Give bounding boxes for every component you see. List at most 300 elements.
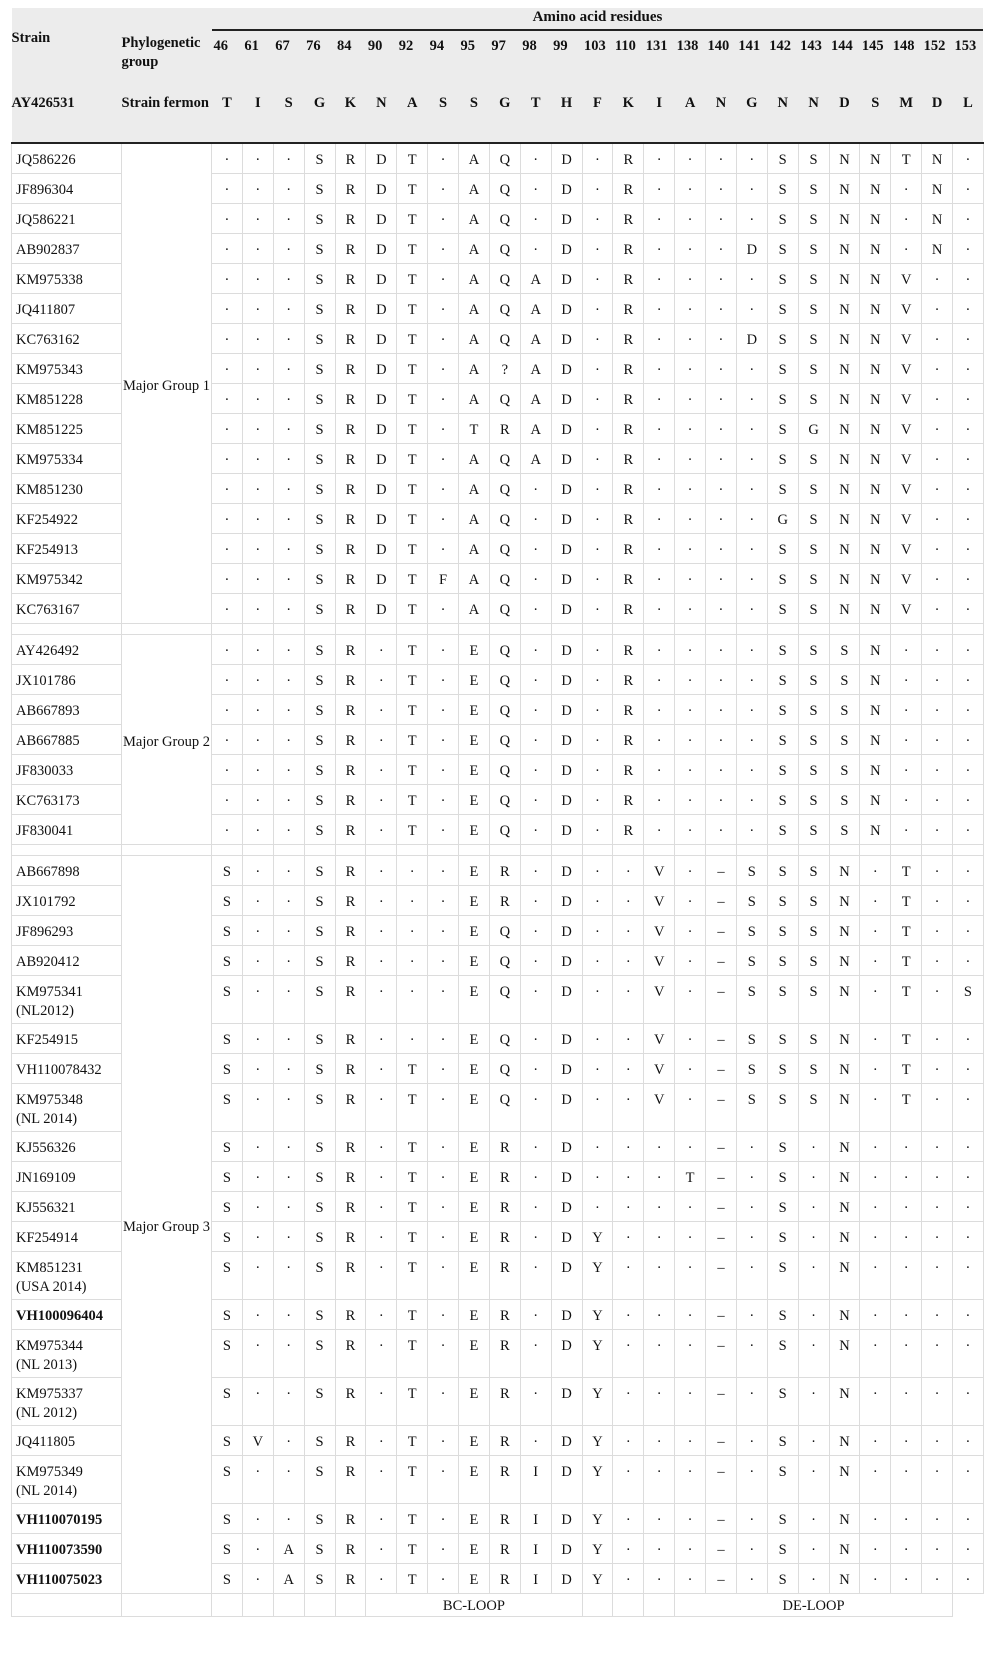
strain-cell <box>12 975 122 1023</box>
residue-cell: · <box>736 1329 767 1377</box>
reference-residue: F <box>582 84 613 143</box>
residue-cell: S <box>736 975 767 1023</box>
residue-cell: E <box>459 855 490 885</box>
strain-id: KM975337 <box>16 1385 83 1402</box>
residue-cell: · <box>736 1221 767 1251</box>
residue-cell: T <box>891 915 922 945</box>
residue-cell: · <box>428 383 459 413</box>
residue-cell: N <box>860 503 891 533</box>
residue-cell: · <box>675 1251 706 1299</box>
residue-cell: S <box>212 1563 243 1593</box>
residue-cell: · <box>736 1161 767 1191</box>
residue-cell: Q <box>489 263 520 293</box>
residue-cell: Q <box>489 915 520 945</box>
reference-residue: T <box>212 84 243 143</box>
residue-cell: · <box>582 473 613 503</box>
strain-id: KM975342 <box>16 571 83 588</box>
residue-cell: · <box>366 1425 397 1455</box>
residue-cell: S <box>829 754 860 784</box>
residue-cell: · <box>613 945 644 975</box>
strain-cell <box>12 473 122 503</box>
residue-cell: · <box>520 855 551 885</box>
residue-cell: S <box>767 1053 798 1083</box>
residue-cell: · <box>922 323 953 353</box>
residue-cell: · <box>212 143 243 173</box>
residue-cell: S <box>767 1299 798 1329</box>
residue-cell: R <box>613 413 644 443</box>
residue-cell: · <box>273 885 304 915</box>
strain-id: KM851230 <box>16 481 83 498</box>
residue-cell: N <box>860 473 891 503</box>
residue-cell: · <box>366 885 397 915</box>
residue-cell: · <box>736 634 767 664</box>
residue-cell: · <box>706 593 737 623</box>
residue-cell: R <box>613 443 644 473</box>
residue-cell: · <box>891 1455 922 1503</box>
residue-cell: S <box>736 1083 767 1131</box>
residue-cell: – <box>706 1329 737 1377</box>
residue-cell: T <box>397 503 428 533</box>
residue-cell: · <box>891 1425 922 1455</box>
residue-cell: · <box>428 263 459 293</box>
residue-cell: R <box>335 1023 366 1053</box>
residue-cell: · <box>242 1299 273 1329</box>
residue-cell: · <box>644 1131 675 1161</box>
residue-cell: – <box>706 945 737 975</box>
residue-cell: · <box>613 1023 644 1053</box>
residue-cell: Q <box>489 1083 520 1131</box>
separator-cell <box>273 623 304 634</box>
residue-cell: – <box>706 1251 737 1299</box>
residue-cell: D <box>551 383 582 413</box>
residue-cell: – <box>706 1455 737 1503</box>
residue-cell: R <box>613 173 644 203</box>
separator-cell <box>335 844 366 855</box>
residue-cell: · <box>675 1329 706 1377</box>
position-header: 84 <box>335 30 366 84</box>
residue-cell: E <box>459 814 490 844</box>
residue-cell: · <box>891 814 922 844</box>
strain-origin: (NL 2014) <box>16 1110 78 1127</box>
residue-cell: · <box>736 724 767 754</box>
residue-cell: · <box>366 1131 397 1161</box>
residue-cell: D <box>551 885 582 915</box>
residue-cell: T <box>891 1083 922 1131</box>
residue-cell: S <box>798 915 829 945</box>
strain-id: JQ411807 <box>16 301 76 318</box>
group-separator <box>12 623 984 634</box>
residue-cell: · <box>242 694 273 724</box>
separator-cell <box>891 623 922 634</box>
residue-cell: T <box>397 634 428 664</box>
residue-cell: R <box>335 593 366 623</box>
residue-cell: · <box>520 784 551 814</box>
residue-cell: · <box>428 664 459 694</box>
strain-cell <box>12 1191 122 1221</box>
residue-cell: N <box>860 593 891 623</box>
residue-cell: · <box>922 443 953 473</box>
residue-cell: · <box>242 1191 273 1221</box>
residue-cell: R <box>489 1563 520 1593</box>
reference-strain-group: Strain fermon <box>122 84 212 143</box>
residue-cell: · <box>366 634 397 664</box>
residue-cell: S <box>798 383 829 413</box>
residue-cell: · <box>428 323 459 353</box>
residue-cell: S <box>767 915 798 945</box>
residue-cell: N <box>829 383 860 413</box>
residue-cell: S <box>798 855 829 885</box>
strain-cell <box>12 323 122 353</box>
residue-cell: · <box>736 293 767 323</box>
residue-cell: · <box>922 1377 953 1425</box>
residue-cell: · <box>613 1503 644 1533</box>
residue-cell: · <box>644 1191 675 1221</box>
residue-cell: · <box>736 784 767 814</box>
residue-cell: V <box>891 503 922 533</box>
residue-cell: · <box>242 293 273 323</box>
residue-cell: E <box>459 1083 490 1131</box>
residue-cell: R <box>335 323 366 353</box>
residue-cell: Q <box>489 975 520 1023</box>
residue-cell: N <box>829 293 860 323</box>
residue-cell: S <box>798 563 829 593</box>
residue-cell: · <box>953 1425 984 1455</box>
residue-cell: · <box>242 533 273 563</box>
residue-cell: S <box>304 1053 335 1083</box>
residue-cell: · <box>582 593 613 623</box>
residue-cell: S <box>767 754 798 784</box>
residue-cell: · <box>644 634 675 664</box>
residue-cell: T <box>397 173 428 203</box>
residue-cell: A <box>459 593 490 623</box>
residue-cell: A <box>459 443 490 473</box>
residue-cell: · <box>675 784 706 814</box>
residue-cell: D <box>551 1377 582 1425</box>
residue-cell: N <box>860 263 891 293</box>
residue-cell: · <box>675 1533 706 1563</box>
residue-cell: S <box>798 143 829 173</box>
residue-cell: · <box>922 503 953 533</box>
residue-cell: S <box>304 724 335 754</box>
residue-cell: N <box>922 233 953 263</box>
residue-cell: · <box>613 1563 644 1593</box>
residue-cell: · <box>736 754 767 784</box>
residue-cell: R <box>335 1563 366 1593</box>
residue-cell: Q <box>489 724 520 754</box>
residue-cell: R <box>489 1425 520 1455</box>
residue-cell: · <box>212 383 243 413</box>
residue-cell: · <box>644 1425 675 1455</box>
residue-cell: R <box>335 1377 366 1425</box>
residue-cell: R <box>489 1161 520 1191</box>
residue-cell: R <box>489 1299 520 1329</box>
separator-cell <box>212 623 243 634</box>
residue-cell: · <box>922 694 953 724</box>
strain-id: KM975344 <box>16 1337 83 1354</box>
residue-cell: · <box>520 1221 551 1251</box>
residue-cell: · <box>582 353 613 383</box>
residue-cell: · <box>366 975 397 1023</box>
residue-cell: · <box>520 694 551 724</box>
residue-cell: · <box>953 1377 984 1425</box>
residue-cell: – <box>706 1023 737 1053</box>
residue-cell: · <box>891 1503 922 1533</box>
strain-id: JQ586226 <box>16 152 76 168</box>
residue-cell: D <box>366 443 397 473</box>
residue-cell: D <box>551 1503 582 1533</box>
residue-cell: N <box>860 443 891 473</box>
separator-cell <box>489 844 520 855</box>
residue-cell: D <box>551 503 582 533</box>
residue-cell: – <box>706 1191 737 1221</box>
residue-cell: S <box>798 664 829 694</box>
residue-cell: D <box>551 1533 582 1563</box>
residue-cell: · <box>736 143 767 173</box>
residue-cell: · <box>273 473 304 503</box>
residue-cell: A <box>520 443 551 473</box>
residue-cell: D <box>551 724 582 754</box>
residue-cell: A <box>459 143 490 173</box>
residue-cell: · <box>736 1563 767 1593</box>
strain-id: VH110075023 <box>16 1571 103 1588</box>
strain-cell <box>12 754 122 784</box>
residue-cell: · <box>953 1191 984 1221</box>
residue-cell: R <box>613 814 644 844</box>
residue-cell: · <box>922 1083 953 1131</box>
residue-cell: · <box>242 593 273 623</box>
residue-cell: S <box>767 383 798 413</box>
residue-cell: · <box>736 563 767 593</box>
residue-cell: D <box>551 293 582 323</box>
residue-cell: · <box>922 353 953 383</box>
residue-cell: T <box>459 413 490 443</box>
separator-cell <box>891 844 922 855</box>
residue-cell: N <box>829 1455 860 1503</box>
residue-cell: · <box>675 443 706 473</box>
residue-cell: R <box>613 724 644 754</box>
residue-cell: S <box>304 383 335 413</box>
residue-cell: Q <box>489 233 520 263</box>
residue-cell: S <box>304 353 335 383</box>
residue-cell: · <box>242 784 273 814</box>
residue-cell: R <box>489 1251 520 1299</box>
residue-cell: · <box>366 1377 397 1425</box>
residue-cell: · <box>273 855 304 885</box>
residue-cell: · <box>273 1251 304 1299</box>
header-phylogenetic-group-label: Phylogenetic group <box>122 30 212 84</box>
strain-cell <box>12 143 122 173</box>
residue-cell: · <box>922 1053 953 1083</box>
residue-cell: · <box>613 1161 644 1191</box>
residue-cell: · <box>736 1191 767 1221</box>
residue-cell: · <box>613 1083 644 1131</box>
residue-cell: · <box>860 1377 891 1425</box>
residue-cell: T <box>397 203 428 233</box>
residue-cell: · <box>520 915 551 945</box>
residue-cell: T <box>397 233 428 263</box>
residue-cell: R <box>335 694 366 724</box>
strain-cell <box>12 634 122 664</box>
residue-cell: · <box>582 1191 613 1221</box>
residue-cell: S <box>304 533 335 563</box>
residue-cell: · <box>520 233 551 263</box>
residue-cell: · <box>953 915 984 945</box>
residue-cell: · <box>428 784 459 814</box>
residue-cell: N <box>829 1251 860 1299</box>
residue-cell: S <box>767 293 798 323</box>
residue-cell: N <box>829 413 860 443</box>
residue-cell: T <box>397 784 428 814</box>
residue-cell: · <box>891 1533 922 1563</box>
residue-cell: T <box>397 413 428 443</box>
separator-cell <box>428 844 459 855</box>
residue-cell: N <box>829 975 860 1023</box>
residue-cell: Q <box>489 293 520 323</box>
group-separator <box>12 844 984 855</box>
residue-cell: D <box>551 413 582 443</box>
residue-cell: N <box>829 203 860 233</box>
reference-residue: D <box>922 84 953 143</box>
residue-cell: · <box>675 173 706 203</box>
header-blank <box>122 8 212 30</box>
residue-cell: · <box>582 885 613 915</box>
residue-cell: R <box>335 293 366 323</box>
residue-cell: D <box>551 1083 582 1131</box>
residue-cell: · <box>953 473 984 503</box>
residue-cell: S <box>304 975 335 1023</box>
residue-cell: R <box>613 383 644 413</box>
residue-cell: · <box>675 293 706 323</box>
residue-cell: · <box>273 383 304 413</box>
residue-cell: · <box>242 885 273 915</box>
residue-cell: S <box>304 1023 335 1053</box>
residue-cell: · <box>582 563 613 593</box>
residue-cell: D <box>551 533 582 563</box>
residue-cell: · <box>644 1533 675 1563</box>
separator-cell <box>304 623 335 634</box>
residue-cell: · <box>212 634 243 664</box>
separator-cell <box>767 844 798 855</box>
residue-cell: A <box>520 263 551 293</box>
residue-cell: A <box>520 323 551 353</box>
residue-cell: · <box>675 634 706 664</box>
residue-cell: · <box>675 143 706 173</box>
residue-cell: · <box>273 593 304 623</box>
residue-cell: S <box>212 885 243 915</box>
residue-cell: · <box>922 1191 953 1221</box>
residue-cell: A <box>459 353 490 383</box>
residue-cell: E <box>459 1329 490 1377</box>
residue-cell: · <box>644 1455 675 1503</box>
residue-cell: · <box>428 1053 459 1083</box>
residue-cell: N <box>829 353 860 383</box>
residue-cell: S <box>798 694 829 724</box>
residue-cell: · <box>860 1131 891 1161</box>
residue-cell: · <box>242 1083 273 1131</box>
residue-cell: · <box>644 203 675 233</box>
residue-cell: S <box>304 143 335 173</box>
residue-cell: S <box>767 1251 798 1299</box>
residue-cell: · <box>922 1329 953 1377</box>
residue-cell: T <box>891 1023 922 1053</box>
residue-cell: · <box>706 694 737 724</box>
residue-cell: · <box>860 1503 891 1533</box>
residue-cell: · <box>242 263 273 293</box>
residue-cell: S <box>212 945 243 975</box>
residue-cell: · <box>520 1299 551 1329</box>
residue-cell: · <box>644 1329 675 1377</box>
residue-cell: R <box>489 1221 520 1251</box>
residue-cell: – <box>706 1503 737 1533</box>
residue-cell: · <box>212 443 243 473</box>
residue-cell: · <box>891 203 922 233</box>
residue-cell: · <box>953 533 984 563</box>
residue-cell: R <box>489 855 520 885</box>
strain-cell <box>12 353 122 383</box>
residue-cell: R <box>335 503 366 533</box>
residue-cell: · <box>644 1563 675 1593</box>
residue-cell: · <box>582 975 613 1023</box>
residue-cell: R <box>335 1251 366 1299</box>
residue-cell: D <box>551 1425 582 1455</box>
bc-loop-label: BC-LOOP <box>366 1593 582 1616</box>
residue-cell: T <box>397 443 428 473</box>
residue-cell: · <box>613 885 644 915</box>
residue-cell: Q <box>489 203 520 233</box>
residue-cell: · <box>798 1455 829 1503</box>
residue-cell: · <box>273 233 304 263</box>
separator-cell <box>551 623 582 634</box>
residue-cell: N <box>860 694 891 724</box>
residue-cell: · <box>644 1161 675 1191</box>
residue-cell: N <box>922 173 953 203</box>
residue-cell: S <box>304 443 335 473</box>
separator-cell <box>304 844 335 855</box>
residue-cell: A <box>459 383 490 413</box>
residue-cell: S <box>767 784 798 814</box>
residue-cell: · <box>860 915 891 945</box>
residue-cell: S <box>798 443 829 473</box>
strain-cell <box>12 1053 122 1083</box>
reference-residue: A <box>397 84 428 143</box>
residue-cell: · <box>922 563 953 593</box>
residue-cell: · <box>520 203 551 233</box>
residue-cell: · <box>242 1377 273 1425</box>
residue-cell: · <box>273 634 304 664</box>
residue-cell: · <box>613 915 644 945</box>
residue-cell: S <box>798 885 829 915</box>
residue-cell: N <box>829 1299 860 1329</box>
residue-cell: R <box>613 203 644 233</box>
residue-cell: · <box>273 1191 304 1221</box>
residue-cell: · <box>212 563 243 593</box>
residue-cell: · <box>736 1503 767 1533</box>
strain-id: JN169109 <box>16 1169 76 1186</box>
residue-cell: · <box>953 1563 984 1593</box>
residue-cell: D <box>551 1053 582 1083</box>
strain-cell <box>12 413 122 443</box>
residue-cell: · <box>675 694 706 724</box>
strain-cell <box>12 443 122 473</box>
residue-cell: Q <box>489 563 520 593</box>
residue-cell: · <box>520 593 551 623</box>
residue-cell: R <box>335 634 366 664</box>
residue-cell: N <box>829 1503 860 1533</box>
strain-id: KM975334 <box>16 451 83 468</box>
residue-cell: T <box>397 1455 428 1503</box>
residue-cell: · <box>798 1503 829 1533</box>
residue-cell: T <box>397 533 428 563</box>
